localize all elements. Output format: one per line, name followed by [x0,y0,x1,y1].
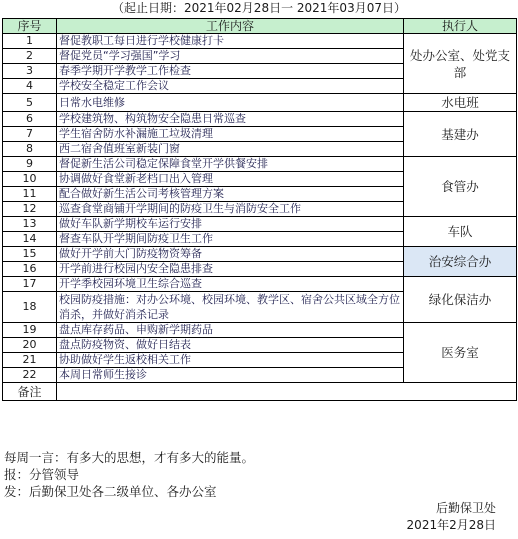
row-number: 20 [3,338,57,353]
report-to: 报：分管领导 [4,467,80,482]
schedule-table [2,18,517,401]
executor-construction: 基建办 [404,112,517,157]
row-task: 做好开学前大门防疫物资筹备 [57,247,404,262]
row-task: 学校建筑物、构筑物安全隐患日常巡查 [57,112,404,127]
row-number: 9 [3,157,57,172]
row-number: 22 [3,368,57,383]
row-number: 18 [3,292,57,323]
executor-canteen: 食管办 [404,157,517,217]
table-row [3,277,517,292]
row-number: 1 [3,34,57,49]
row-task: 开学季校园环境卫生综合巡查 [57,277,404,292]
row-task: 配合做好新生活公司考核管理方案 [57,187,404,202]
row-task: 盘点防疫物资、做好日结表 [57,338,404,353]
remark-content [57,383,517,401]
row-number: 15 [3,247,57,262]
row-number: 13 [3,217,57,232]
row-number: 17 [3,277,57,292]
row-number: 7 [3,127,57,142]
row-task: 督促教职工每日进行学校健康打卡 [57,34,404,49]
row-number: 5 [3,94,57,112]
row-number: 16 [3,262,57,277]
executor-fleet: 车队 [404,217,517,247]
row-task: 督促新生活公司稳定保障食堂开学供餐安排 [57,157,404,172]
header-executor: 执行人 [404,19,517,34]
row-task: 西二宿舍值班室新装门窗 [57,142,404,157]
send-to: 发：后勤保卫处各二级单位、各办公室 [4,484,217,499]
row-number: 21 [3,353,57,368]
row-number: 6 [3,112,57,127]
table-row [3,112,517,127]
table-row [3,157,517,172]
table-row [3,323,517,338]
date-range-title: （起止日期：2021年02月28日一 2021年03月07日） [112,1,406,15]
row-number: 11 [3,187,57,202]
row-task: 开学前进行校园内安全隐患排查 [57,262,404,277]
row-number: 14 [3,232,57,247]
remark-label: 备注 [3,383,57,401]
remark-row [3,383,517,401]
row-task: 日常水电维修 [57,94,404,112]
issue-date: 2021年2月28日 [406,518,496,532]
row-task: 协助做好学生返校相关工作 [57,353,404,368]
table-row [3,94,517,112]
row-number: 2 [3,49,57,64]
executor-security: 治安综合办 [404,247,517,277]
executor-utility: 水电班 [404,94,517,112]
executor-greening: 绿化保洁办 [404,277,517,323]
row-task: 学校安全稳定工作会议 [57,79,404,94]
row-task: 督查车队开学期间防疫卫生工作 [57,232,404,247]
executor-clinic: 医务室 [404,323,517,383]
table-row [3,247,517,262]
row-number: 3 [3,64,57,79]
row-task: 本周日常师生接诊 [57,368,404,383]
table-row [3,34,517,49]
row-number: 8 [3,142,57,157]
row-task: 盘点库存药品、申购新学期药品 [57,323,404,338]
row-task: 协调做好食堂新老档口出入管理 [57,172,404,187]
row-task: 校园防疫措施：对办公环境、校园环境、教学区、宿舍公共区域全方位消杀，并做好消杀记录 [57,292,404,323]
row-task: 学生宿舍防水补漏施工垃圾清理 [57,127,404,142]
row-task: 春季学期开学教学工作检查 [57,64,404,79]
table-row [3,217,517,232]
row-number: 12 [3,202,57,217]
row-task: 巡查食堂商铺开学期间的防疫卫生与消防安全工作 [57,202,404,217]
row-number: 19 [3,323,57,338]
row-number: 4 [3,79,57,94]
weekly-motto: 每周一言：有多大的思想，才有多大的能量。 [4,450,255,465]
header-no: 序号 [3,19,57,34]
header-content: 工作内容 [57,19,404,34]
row-number: 10 [3,172,57,187]
executor-office: 处办公室、处党支部 [404,34,517,94]
table-header-row [3,19,517,34]
signature: 后勤保卫处 [435,501,496,515]
row-task: 做好车队新学期校车运行安排 [57,217,404,232]
row-task: 督促党员“学习强国”学习 [57,49,404,64]
